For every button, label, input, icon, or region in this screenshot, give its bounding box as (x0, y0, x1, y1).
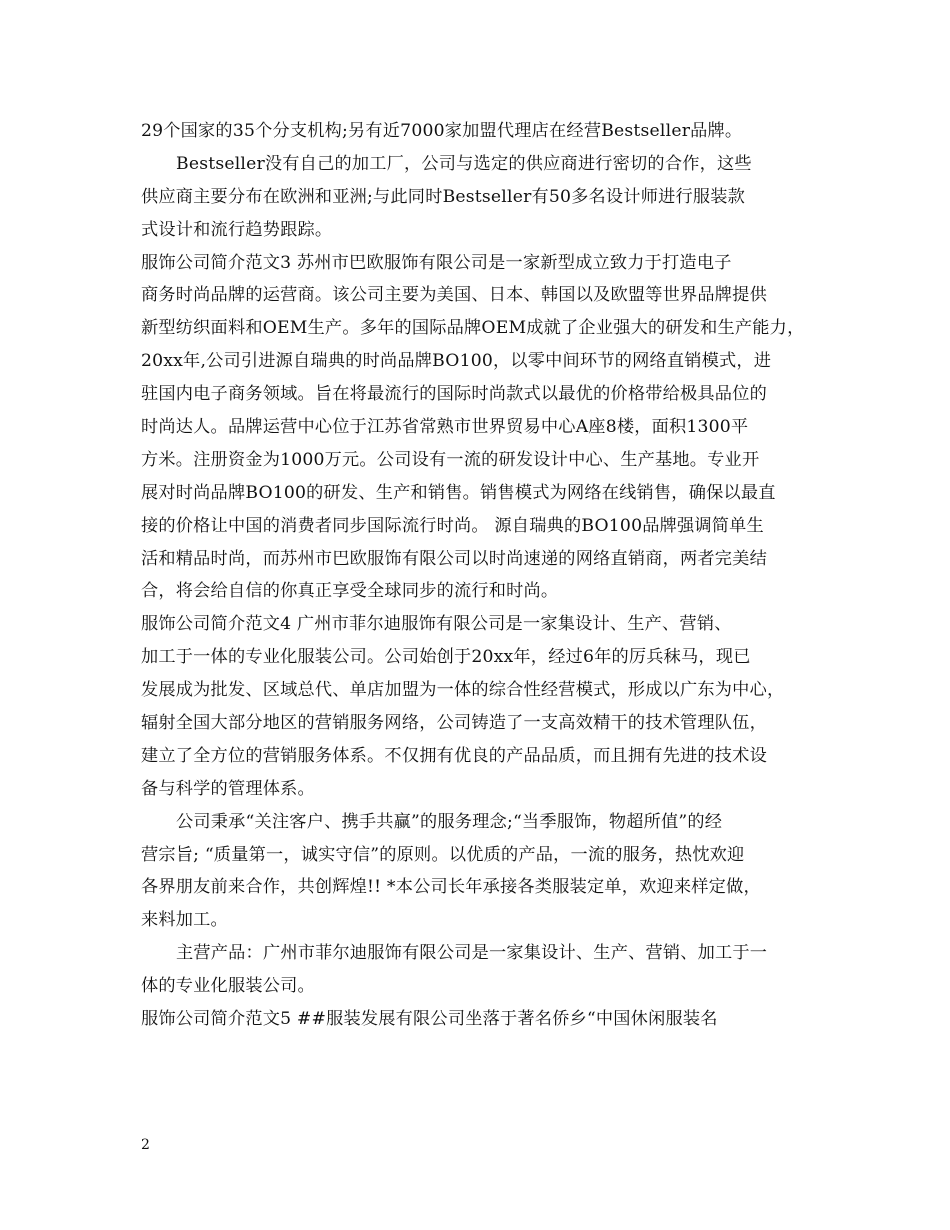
text-line: 接的价格让中国的消费者同步国际流行时尚。 源自瑞典的BO100品牌强调简单生 (141, 515, 764, 536)
text-line: 合，将会给自信的你真正享受全球同步的流行和时尚。 (141, 581, 559, 602)
text-line: 备与科学的管理体系。 (141, 778, 315, 799)
text-line: 式设计和流行趋势跟踪。 (141, 219, 333, 240)
text-line: 活和精品时尚，而苏州市巴欧服饰有限公司以时尚速递的网络直销商，两者完美结 (141, 548, 767, 569)
text-line: 发展成为批发、区域总代、单店加盟为一体的综合性经营模式，形成以广东为中心， (141, 680, 785, 701)
text-line: 加工于一体的专业化服装公司。公司始创于20xx年，经过6年的厉兵秣马，现已 (141, 647, 751, 668)
page-number: 2 (141, 1137, 150, 1153)
text-line: 新型纺织面料和OEM生产。多年的国际品牌OEM成就了企业强大的研发和生产能力， (141, 318, 805, 339)
text-line: 主营产品：广州市菲尔迪服饰有限公司是一家集设计、生产、营销、加工于一 (176, 943, 768, 964)
text-line: 各界朋友前来合作，共创辉煌!! *本公司长年承接各类服装定单，欢迎来样定做， (141, 877, 761, 898)
text-line: 体的专业化服装公司。 (141, 976, 315, 997)
text-line: 时尚达人。品牌运营中心位于江苏省常熟市世界贸易中心A座8楼，面积1300平 (141, 417, 749, 438)
text-line: 服饰公司简介范文5 ##服装发展有限公司坐落于著名侨乡“中国休闲服装名 (141, 1009, 718, 1030)
text-line: 驻国内电子商务领域。旨在将最流行的国际时尚款式以最优的价格带给极具品位的 (141, 384, 767, 405)
text-line: 建立了全方位的营销服务体系。不仅拥有优良的产品品质，而且拥有先进的技术设 (141, 745, 767, 766)
text-line: 商务时尚品牌的运营商。该公司主要为美国、日本、韩国以及欧盟等世界品牌提供 (141, 285, 767, 306)
text-line: 营宗旨; “质量第一，诚实守信”的原则。以优质的产品，一流的服务，热忱欢迎 (141, 844, 745, 865)
text-line: 服饰公司简介范文3 苏州市巴欧服饰有限公司是一家新型成立致力于打造电子 (141, 252, 732, 273)
text-line: 公司秉承“关注客户、携手共赢”的服务理念;“当季服饰，物超所值”的经 (176, 811, 723, 832)
text-line: 辐射全国大部分地区的营销服务网络，公司铸造了一支高效精干的技术管理队伍， (141, 713, 767, 734)
text-line: 来料加工。 (141, 910, 228, 931)
text-line: 方米。注册资金为1000万元。公司设有一流的研发设计中心、生产基地。专业开 (141, 449, 760, 470)
text-line: 服饰公司简介范文4 广州市菲尔迪服饰有限公司是一家集设计、生产、营销、 (141, 614, 732, 635)
text-line: 29个国家的35个分支机构;另有近7000家加盟代理店在经营Bestseller品牌。 (141, 121, 743, 141)
text-line: Bestseller没有自己的加工厂，公司与选定的供应商进行密切的合作，这些 (176, 153, 752, 174)
text-line: 供应商主要分布在欧洲和亚洲;与此同时Bestseller有50多名设计师进行服装款 (141, 186, 746, 207)
text-line: 展对时尚品牌BO100的研发、生产和销售。销售模式为网络在线销售，确保以最直 (141, 482, 776, 503)
document-body (141, 115, 813, 1036)
text-line: 20xx年,公司引进源自瑞典的时尚品牌BO100，以零中间环节的网络直销模式，进 (141, 351, 772, 372)
